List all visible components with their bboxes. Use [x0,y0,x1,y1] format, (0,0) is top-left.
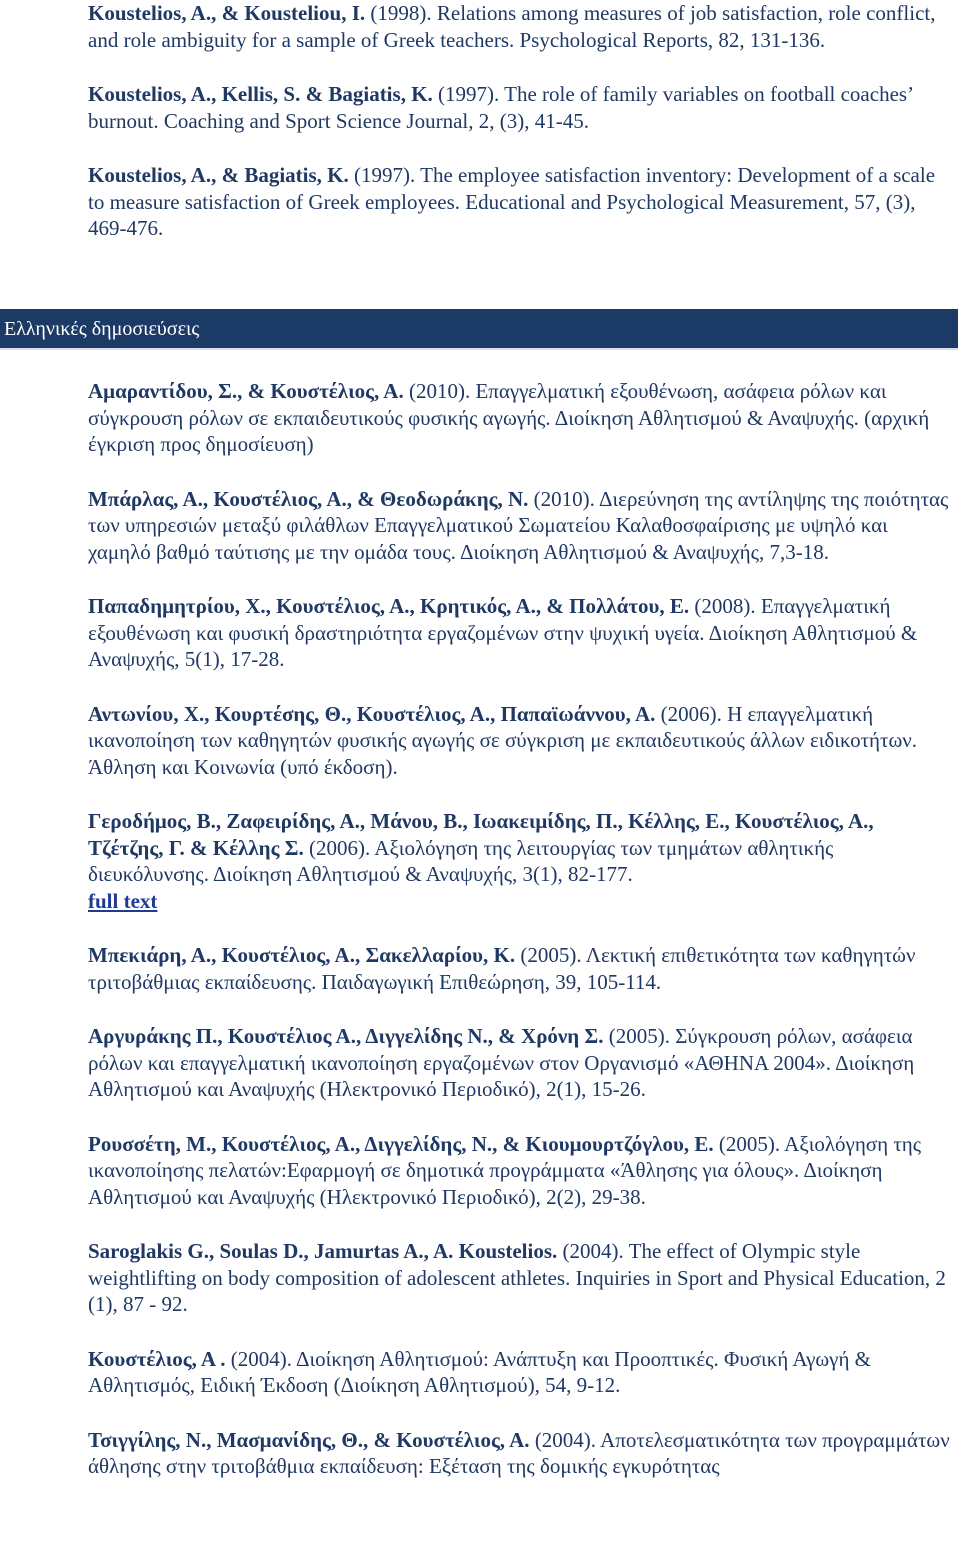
reference-details: (1997). The employee satisfaction inventory: Development of a scale to measure satisfaction of Greek employees. Educational and Psychological Measurement, 57, (3), 469-476. [88,163,936,240]
reference-details: (2008). Επαγγελματική εξουθένωση και φυσική δραστηριότητα εργαζομένων στην ψυχική υγεία. Διοίκηση Αθλητισμού & Αναψυχής, 5(1), 17-28. [88,594,918,671]
reference-item [88,378,950,458]
reference-item [88,1427,950,1480]
reference-details: (2004). Αποτελεσματικότητα των προγραμμάτων άθλησης στην τριτοβάθμια εκπαίδευση: Εξέταση της δομικής εγκυρότητας [88,1427,950,1478]
full-text-link[interactable]: full text [88,888,158,913]
reference-authors: Μπάρλας, Α., Κουστέλιος, Α., & Θεοδωράκης, Ν. [88,486,529,511]
reference-authors: Μπεκιάρη, Α., Κουστέλιος, Α., Σακελλαρίου, Κ. [88,943,516,967]
reference-authors: Τσιγγίλης, Ν., Μασμανίδης, Θ., & Κουστέλιος, Α. [88,1427,530,1452]
reference-authors: Αργυράκης Π., Κουστέλιος Α., Διγγελίδης Ν., & Χρόνη Σ. [88,1024,604,1048]
reference-details: (2005). Αξιολόγηση της ικανοποίησης πελατών:Εφαρμογή σε δημοτικά προγράμματα «Άθλησης για όλους». Διοίκηση Αθλητισμού και Αναψυχής (Ηλεκτρονικό Περιοδικό), 2(2), 29-38. [88,1131,922,1209]
reference-item [88,1131,950,1211]
reference-item [88,1238,950,1318]
reference-authors: Παπαδημητρίου, Χ., Κουστέλιος, Α., Κρητικός, Α., & Πολλάτου, Ε. [88,594,690,618]
reference-authors: Γεροδήμος, Β., Ζαφειρίδης, Α., Μάνου, Β., Ιωακειμίδης, Π., Κέλλης, Ε., Κουστέλιος, Α., Τζέτζης, Γ. & Κέλλης Σ. [88,809,874,860]
reference-item [88,81,950,134]
reference-item [88,162,950,242]
reference-authors: Saroglakis G., Soulas D., Jamurtas A., A. Koustelios. [88,1239,558,1263]
reference-authors: Αμαραντίδου, Σ., & Κουστέλιος, Α. [88,379,404,403]
section-title: Ελληνικές δημοσιεύσεις [4,318,200,340]
reference-authors: Koustelios, A., & Bagiatis, K. [88,163,349,187]
reference-details: (2006). Η επαγγελματική ικανοποίηση των καθηγητών φυσικής αγωγής σε σύγκριση με εκπαιδευτικούς άλλων ειδικοτήτων. Άθληση και Κοινωνία (υπό έκδοση). [88,701,918,779]
reference-item [88,486,950,566]
reference-authors: Αντωνίου, Χ., Κουρτέσης, Θ., Κουστέλιος, Α., Παπαϊωάννου, Α. [88,701,656,726]
reference-item [88,1346,950,1399]
reference-item [88,1023,950,1103]
reference-authors: Ρουσσέτη, Μ., Κουστέλιος, Α., Διγγελίδης, Ν., & Κιουμουρτζόγλου, Ε. [88,1131,714,1156]
reference-item [88,701,950,781]
reference-item [88,808,950,914]
reference-details: (2005). Σύγκρουση ρόλων, ασάφεια ρόλων και επαγγελματική ικανοποίηση εργαζομένων στον Οργανισμό «ΑΘΗΝΑ 2004». Διοίκηση Αθλητισμού και Αναψυχής (Ηλεκτρονικό Περιοδικό), 2(1), 15-26. [88,1024,915,1101]
reference-authors: Koustelios, A., & Kousteliou, I. [88,1,366,25]
reference-details: (1997). The role of family variables on football coaches’ burnout. Coaching and Sport Science Journal, 2, (3), 41-45. [88,82,913,133]
reference-details: (1998). Relations among measures of job satisfaction, role conflict, and role ambiguity for a sample of Greek teachers. Psychological Reports, 82, 131-136. [88,1,936,52]
section-header-bar [0,309,958,350]
english-references [88,0,950,270]
reference-details: (2004). The effect of Olympic style weightlifting on body composition of adolescent athletes. Inquiries in Sport and Physical Education, 2 (1), 87 - 92. [88,1239,946,1316]
reference-authors: Koustelios, A., Kellis, S. & Bagiatis, K. [88,82,433,106]
reference-details: (2006). Αξιολόγηση της λειτουργίας των τμημάτων αθλητικής διευκόλυνσης. Διοίκηση Αθλητισμού & Αναψυχής, 3(1), 82-177. [88,835,834,886]
reference-item [88,0,950,53]
reference-details: (2010). Επαγγελματική εξουθένωση, ασάφεια ρόλων και σύγκρουση ρόλων σε εκπαιδευτικούς φυσικής αγωγής. Διοίκηση Αθλητισμού & Αναψυχής. (αρχική έγκριση προς δημοσίευση) [88,379,930,456]
reference-item [88,593,950,673]
reference-item [88,942,950,995]
reference-details: (2005). Λεκτική επιθετικότητα των καθηγητών τριτοβάθμιας εκπαίδευσης. Παιδαγωγική Επιθεώρηση, 39, 105-114. [88,943,916,994]
reference-details: (2004). Διοίκηση Αθλητισμού: Ανάπτυξη και Προοπτικές. Φυσική Αγωγή & Αθλητισμός, Ειδική Έκδοση (Διοίκηση Αθλητισμού), 54, 9-12. [88,1346,872,1397]
greek-references [88,378,950,1508]
reference-details: (2010). Διερεύνηση της αντίληψης της ποιότητας των υπηρεσιών μεταξύ φιλάθλων Επαγγελματικού Σωματείου Καλαθοσφαίρισης με υψηλό και χαμηλό βαθμό ταύτισης με την ομάδα τους. Διοίκηση Αθλητισμού & Αναψυχής, 7,3-18. [88,486,949,564]
reference-authors: Κουστέλιος, Α . [88,1346,226,1371]
